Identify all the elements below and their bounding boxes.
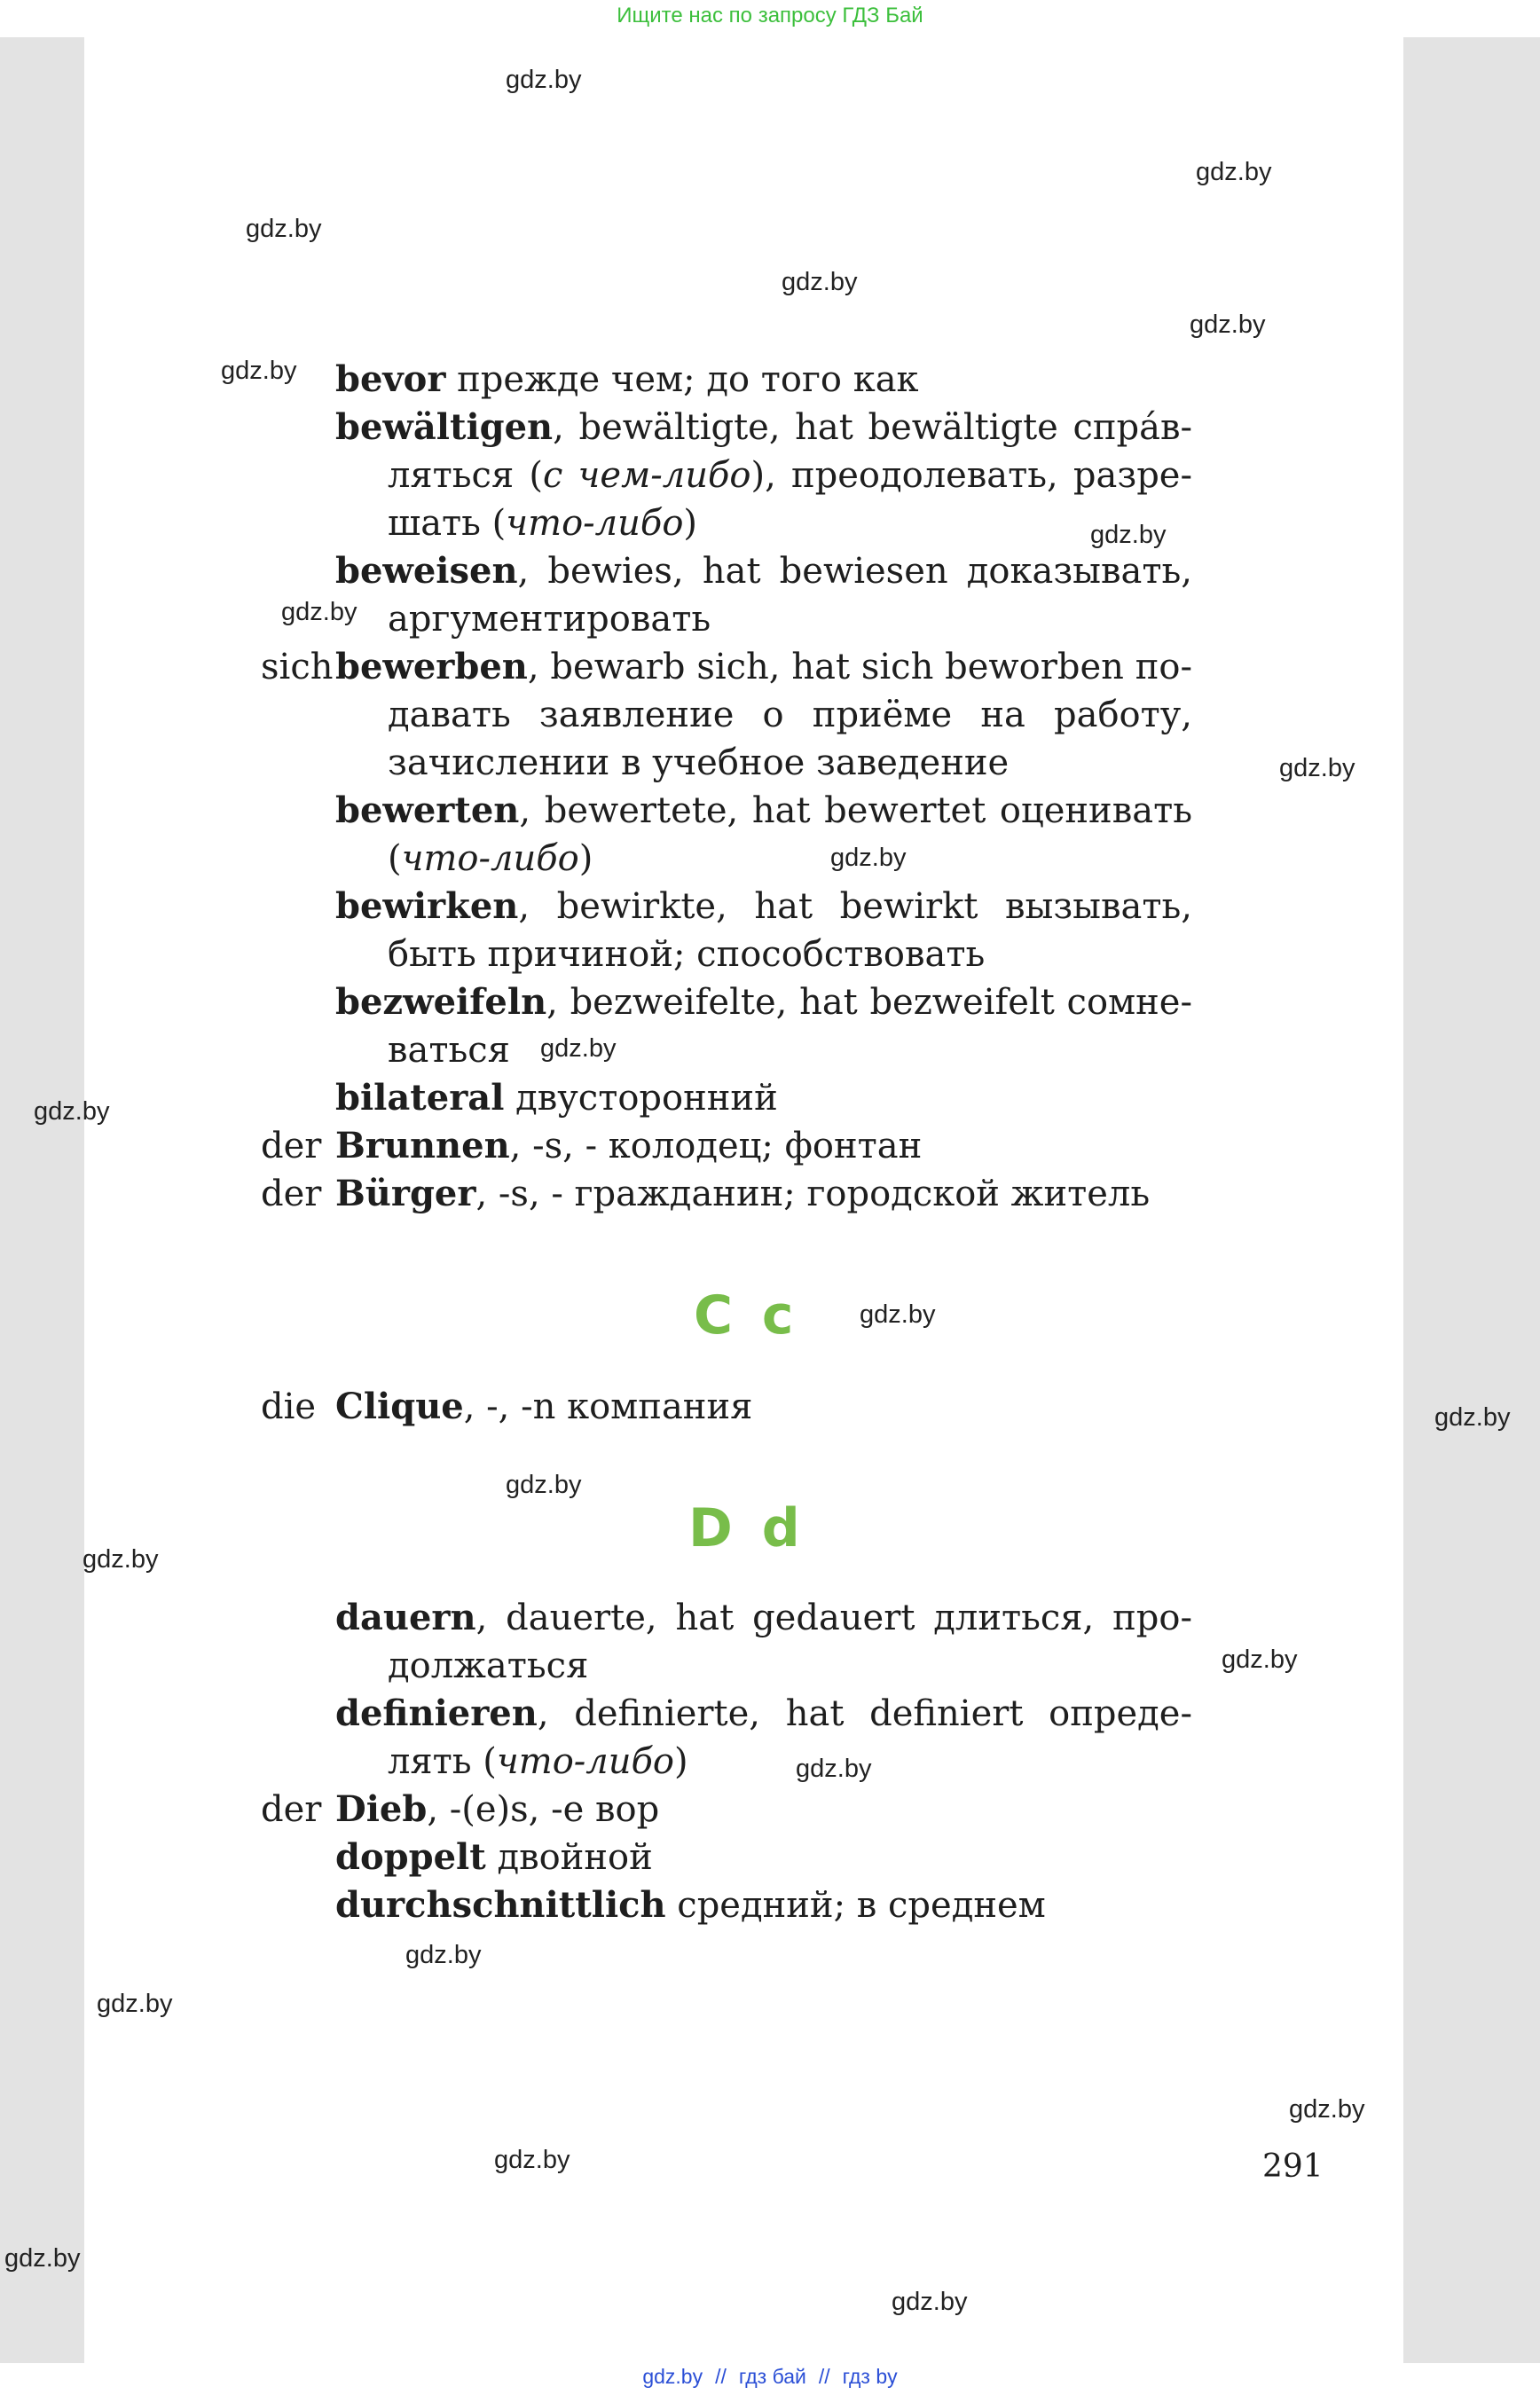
watermark: gdz.by bbox=[246, 215, 322, 243]
dictionary-entry bbox=[335, 643, 1192, 691]
footer-link-gdz-bai[interactable]: гдз бай bbox=[738, 2365, 806, 2388]
dictionary-entry bbox=[335, 787, 1192, 835]
translation: давать заявление о приёме на работу, bbox=[388, 695, 1192, 735]
dictionary-entry bbox=[335, 1383, 752, 1431]
entry-continuation bbox=[388, 595, 711, 643]
entry-continuation bbox=[388, 1642, 588, 1690]
watermark: gdz.by bbox=[1279, 754, 1355, 782]
translation: ) bbox=[674, 1741, 688, 1782]
translation: , dauerte, hat gedauert длиться, про- bbox=[475, 1598, 1192, 1638]
headword: beweisen bbox=[335, 550, 518, 592]
entry-continuation bbox=[388, 931, 985, 978]
translation: ), преодолевать, разре- bbox=[750, 455, 1192, 496]
headword: bewerten bbox=[335, 789, 520, 831]
headword: Dieb bbox=[335, 1788, 428, 1830]
watermark: gdz.by bbox=[1196, 158, 1272, 186]
watermark: gdz.by bbox=[860, 1300, 936, 1329]
translation: , -, -n компания bbox=[463, 1386, 753, 1427]
translation: двусторонний bbox=[515, 1078, 778, 1119]
watermark: gdz.by bbox=[1090, 521, 1167, 549]
translation: ) bbox=[578, 838, 593, 879]
translation: ляться ( bbox=[388, 455, 543, 496]
watermark: gdz.by bbox=[1190, 310, 1266, 339]
dictionary-entry bbox=[335, 1170, 1150, 1218]
translation: , -(e)s, -e вор bbox=[427, 1789, 660, 1830]
translation: , bewirkte, hat bewirkt вызывать, bbox=[518, 886, 1192, 927]
left-margin-band bbox=[0, 37, 84, 2363]
translation: , bewertete, hat bewertet оценивать bbox=[519, 790, 1192, 831]
dictionary-entry bbox=[335, 404, 1192, 452]
translation: , bewarb sich, hat sich beworben по- bbox=[527, 647, 1192, 687]
translation: аргументировать bbox=[388, 599, 711, 640]
watermark: gdz.by bbox=[540, 1034, 617, 1063]
article: der bbox=[261, 1126, 322, 1166]
headword: doppelt bbox=[335, 1836, 486, 1878]
article: die bbox=[261, 1386, 317, 1427]
watermark: gdz.by bbox=[34, 1097, 110, 1126]
section-letter-c: C c bbox=[694, 1284, 799, 1347]
translation: прежде чем; до того как bbox=[457, 359, 919, 400]
watermark: gdz.by bbox=[1434, 1403, 1511, 1432]
watermark: gdz.by bbox=[1222, 1645, 1298, 1674]
dictionary-entry bbox=[335, 547, 1192, 595]
headword: bewirken bbox=[335, 885, 519, 927]
translation: должаться bbox=[388, 1645, 589, 1686]
headword: bezweifeln bbox=[335, 981, 547, 1023]
watermark: gdz.by bbox=[1289, 2095, 1365, 2124]
watermark: gdz.by bbox=[221, 357, 297, 385]
watermark: gdz.by bbox=[281, 598, 358, 626]
bottom-links bbox=[0, 2365, 1540, 2389]
headword: bilateral bbox=[335, 1077, 505, 1119]
dictionary-entry bbox=[335, 1834, 653, 1881]
dictionary-entry bbox=[335, 883, 1192, 931]
headword: Bürger bbox=[335, 1173, 476, 1214]
entry-continuation bbox=[388, 499, 697, 547]
translation: , definierte, hat definiert опреде- bbox=[537, 1693, 1192, 1734]
translation: ( bbox=[388, 838, 402, 879]
page-number: 291 bbox=[1262, 2148, 1324, 2185]
headword: bevor bbox=[335, 358, 446, 400]
headword: durchschnittlich bbox=[335, 1884, 666, 1926]
dictionary-entry bbox=[335, 978, 1192, 1026]
entry-continuation bbox=[388, 835, 593, 883]
separator: // bbox=[818, 2365, 830, 2388]
watermark: gdz.by bbox=[506, 1471, 582, 1499]
translation: ваться bbox=[388, 1030, 510, 1071]
separator: // bbox=[715, 2365, 727, 2388]
headword: bewältigen bbox=[335, 406, 554, 448]
translation: ) bbox=[683, 503, 698, 544]
translation: , bewältigte, hat bewältigte спрáв- bbox=[553, 407, 1192, 448]
dictionary-entry bbox=[335, 356, 919, 404]
translation: , -s, - гражданин; городской житель bbox=[475, 1174, 1151, 1214]
watermark: gdz.by bbox=[97, 1990, 173, 2018]
translation: лять ( bbox=[388, 1741, 497, 1782]
translation: средний; в среднем bbox=[677, 1885, 1046, 1926]
entry-continuation bbox=[388, 1026, 510, 1074]
headword: bewerben bbox=[335, 646, 528, 687]
translation: , bezweifelte, hat bezweifelt сомне- bbox=[546, 982, 1192, 1023]
usage-note: что-либо bbox=[401, 838, 579, 879]
dictionary-entry bbox=[335, 1594, 1192, 1642]
entry-continuation bbox=[388, 691, 1192, 739]
dictionary-entry bbox=[335, 1074, 778, 1122]
translation: быть причиной; способствовать bbox=[388, 934, 986, 975]
entry-continuation bbox=[388, 739, 1009, 787]
headword: Brunnen bbox=[335, 1125, 510, 1166]
headword: Clique bbox=[335, 1386, 464, 1427]
watermark: gdz.by bbox=[82, 1545, 159, 1574]
article: sich bbox=[261, 647, 334, 687]
article: der bbox=[261, 1174, 322, 1214]
entry-continuation bbox=[388, 452, 1192, 499]
dictionary-entry bbox=[335, 1690, 1192, 1738]
usage-note: что-либо bbox=[506, 503, 684, 544]
watermark: gdz.by bbox=[4, 2244, 81, 2273]
footer-link-gdz-by-cyr[interactable]: гдз by bbox=[842, 2365, 898, 2388]
watermark: gdz.by bbox=[782, 268, 858, 296]
dictionary-entry bbox=[335, 1122, 922, 1170]
footer-link-gdz-by[interactable]: gdz.by bbox=[642, 2365, 703, 2388]
article: der bbox=[261, 1789, 322, 1830]
translation: зачислении в учебное заведение bbox=[388, 742, 1010, 783]
watermark: gdz.by bbox=[494, 2146, 570, 2174]
top-banner: Ищите нас по запросу ГДЗ Бай bbox=[617, 4, 923, 27]
watermark: gdz.by bbox=[796, 1755, 872, 1783]
translation: шать ( bbox=[388, 503, 507, 544]
right-margin-band bbox=[1403, 37, 1540, 2363]
section-letter-d: D d bbox=[688, 1497, 805, 1559]
translation: , -s, - колодец; фонтан bbox=[509, 1126, 923, 1166]
headword: definieren bbox=[335, 1692, 538, 1734]
usage-note: что-либо bbox=[496, 1741, 675, 1782]
usage-note: с чем-либо bbox=[542, 455, 751, 496]
dictionary-entry bbox=[335, 1881, 1046, 1929]
translation: двойной bbox=[497, 1837, 653, 1878]
headword: dauern bbox=[335, 1597, 476, 1638]
watermark: gdz.by bbox=[830, 844, 907, 872]
watermark: gdz.by bbox=[506, 66, 582, 94]
watermark: gdz.by bbox=[405, 1941, 482, 1969]
entry-continuation bbox=[388, 1738, 688, 1786]
watermark: gdz.by bbox=[892, 2288, 968, 2316]
dictionary-entry bbox=[335, 1786, 659, 1834]
translation: , bewies, hat bewiesen доказывать, bbox=[517, 551, 1192, 592]
